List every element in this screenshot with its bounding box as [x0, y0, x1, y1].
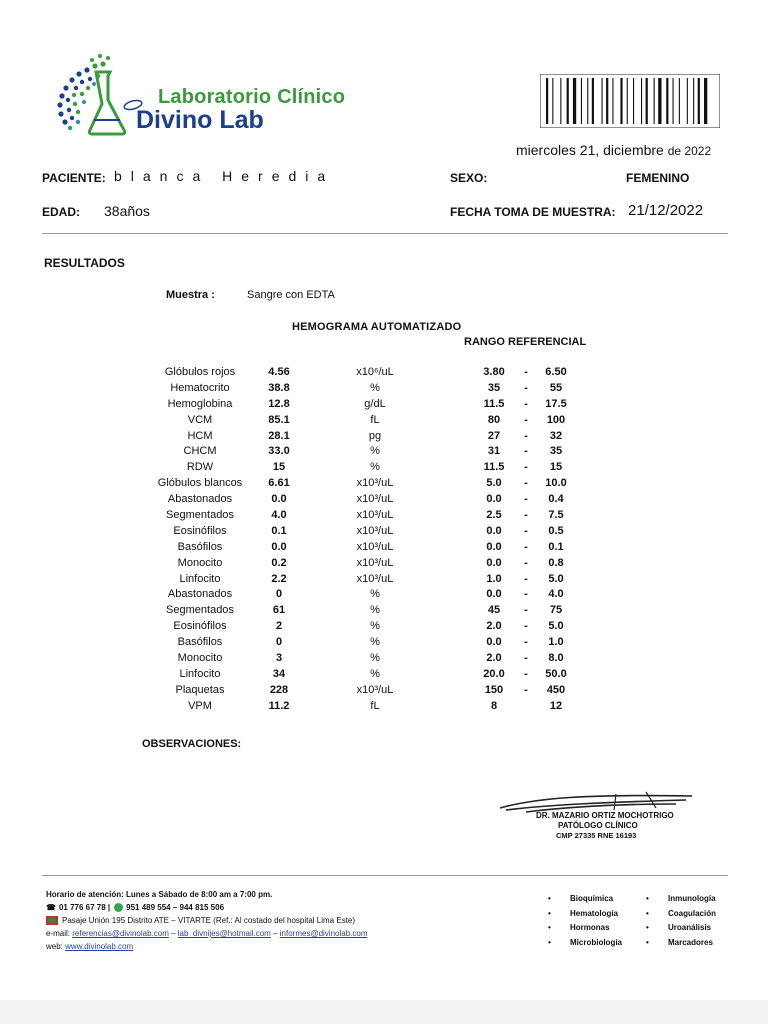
signature-title: PATÓLOGO CLÍNICO — [558, 821, 638, 830]
email-link-informes[interactable]: informes@divinolab.com — [279, 929, 368, 938]
range-min: 2.0 — [486, 620, 502, 633]
range-dash: - — [524, 540, 528, 553]
range-max: 8.0 — [548, 652, 564, 665]
range-max: 0.1 — [548, 540, 564, 553]
range-max: 50.0 — [545, 667, 567, 680]
footer-phone2: 951 489 554 – 944 815 506 — [126, 903, 225, 912]
range-min: 5.0 — [486, 477, 502, 490]
result-name: Segmentados — [166, 604, 234, 617]
result-value: 0.1 — [271, 524, 287, 537]
barcode-icon — [540, 74, 720, 128]
range-max: 7.5 — [548, 509, 564, 522]
range-max: 0.8 — [548, 556, 564, 569]
result-unit: x10³/uL — [356, 524, 394, 537]
range-dash: - — [524, 429, 528, 442]
sample-value: Sangre con EDTA — [247, 289, 335, 301]
result-row — [0, 509, 768, 525]
result-value: 34 — [272, 667, 286, 680]
footer-address-text: Pasaje Unión 195 Distrito ATE – VITARTE (Ref.: Al costado del hospital Lima Este) — [62, 916, 356, 925]
web-label: web: — [46, 942, 63, 951]
range-min: 2.5 — [486, 509, 502, 522]
service-item: • Marcadores — [646, 936, 716, 951]
result-row — [0, 604, 768, 620]
result-name: Segmentados — [166, 509, 234, 522]
footer-phone1: 01 776 67 78 | — [58, 903, 111, 912]
result-value: 2.2 — [271, 572, 287, 585]
range-dash: - — [524, 588, 528, 601]
range-dash: - — [524, 366, 528, 378]
result-name: HCM — [187, 429, 213, 442]
result-name: Abastonados — [167, 493, 233, 506]
result-row — [0, 382, 768, 398]
patient-label: PACIENTE: — [42, 171, 106, 185]
result-unit: % — [370, 636, 380, 649]
result-name: VCM — [187, 413, 213, 426]
result-value: 4.0 — [271, 509, 287, 522]
result-value: 61 — [272, 604, 286, 617]
range-min: 8 — [490, 699, 498, 712]
sample-date-label: FECHA TOMA DE MUESTRA: — [450, 205, 616, 219]
result-row — [0, 541, 768, 557]
range-min: 0.0 — [486, 524, 502, 537]
result-unit: % — [370, 620, 380, 633]
result-name: Eosinófilos — [173, 620, 227, 633]
results-table — [0, 366, 768, 716]
range-dash: - — [524, 381, 528, 394]
email-link-referencias[interactable]: referencias@divinolab.com — [72, 929, 169, 938]
result-unit: x10³/uL — [356, 477, 394, 490]
range-max: 1.0 — [548, 636, 564, 649]
result-row — [0, 668, 768, 684]
footer-divider — [42, 875, 728, 876]
range-max: 4.0 — [548, 588, 564, 601]
range-min: 80 — [487, 413, 501, 426]
result-row — [0, 430, 768, 446]
range-max: 12 — [549, 699, 563, 712]
result-name: Hemoglobina — [167, 397, 233, 410]
results-section-title: RESULTADOS — [44, 256, 125, 270]
result-unit: % — [370, 588, 380, 601]
result-value: 0.2 — [271, 556, 287, 569]
email-link-hotmail[interactable]: lab_divnijes@hotmail.com — [177, 929, 271, 938]
signature-name: DR. MAZARIO ORTIZ MOCHOTRIGO — [536, 811, 674, 820]
range-dash: - — [524, 509, 528, 522]
result-value: 0 — [275, 588, 283, 601]
range-max: 5.0 — [548, 572, 564, 585]
result-value: 2 — [275, 620, 283, 633]
result-value: 4.56 — [268, 366, 290, 378]
result-name: Monocito — [177, 652, 223, 665]
range-min: 1.0 — [486, 572, 502, 585]
whatsapp-icon — [114, 903, 123, 912]
result-value: 33.0 — [268, 445, 290, 458]
range-dash: - — [524, 524, 528, 537]
footer-address — [46, 916, 355, 925]
header-divider — [42, 233, 728, 234]
result-name: Monocito — [177, 556, 223, 569]
sex-label: SEXO: — [450, 171, 488, 185]
result-row — [0, 636, 768, 652]
observations-label: OBSERVACIONES: — [142, 738, 242, 750]
reference-range-title: RANGO REFERENCIAL — [464, 336, 587, 348]
result-unit: x10³/uL — [356, 683, 394, 696]
result-unit: % — [370, 667, 380, 680]
patient-name: blanca Heredia — [114, 168, 335, 184]
report-date — [516, 142, 711, 158]
email-separator-1: – — [171, 929, 176, 938]
sex-value: FEMENINO — [626, 171, 690, 185]
hemogram-title: HEMOGRAMA AUTOMATIZADO — [292, 321, 462, 333]
result-row — [0, 414, 768, 430]
range-min: 0.0 — [486, 540, 502, 553]
range-dash: - — [524, 683, 528, 696]
result-value: 0.0 — [271, 493, 287, 506]
result-row — [0, 620, 768, 636]
result-row — [0, 652, 768, 668]
result-name: Glóbulos blancos — [157, 477, 243, 490]
sample-date-value: 21/12/2022 — [628, 202, 704, 219]
result-row — [0, 398, 768, 414]
range-min: 0.0 — [486, 636, 502, 649]
age-label: EDAD: — [42, 205, 80, 219]
result-name: VPM — [188, 699, 212, 712]
footer-phones — [46, 903, 224, 912]
result-row — [0, 477, 768, 493]
result-unit: g/dL — [364, 397, 386, 410]
result-name: Plaquetas — [175, 683, 225, 696]
range-max: 5.0 — [548, 620, 564, 633]
service-item: • Hematología — [548, 907, 622, 922]
range-max: 0.5 — [548, 524, 564, 537]
service-item: • Inmunología — [646, 892, 716, 907]
result-row — [0, 525, 768, 541]
result-unit: fL — [370, 699, 380, 712]
range-max: 450 — [546, 683, 566, 696]
result-unit: pg — [368, 429, 382, 442]
range-min: 2.0 — [486, 652, 502, 665]
signature-cmp: CMP 27335 RNE 16193 — [556, 831, 637, 840]
result-name: Basófilos — [177, 540, 223, 553]
result-unit: x10³/uL — [356, 572, 394, 585]
range-dash: - — [524, 493, 528, 506]
result-unit: % — [370, 604, 380, 617]
range-dash: - — [524, 477, 528, 490]
result-row — [0, 588, 768, 604]
result-name: RDW — [186, 461, 214, 474]
result-value: 12.8 — [268, 397, 290, 410]
service-item: • Bioquímica — [548, 892, 622, 907]
result-row — [0, 573, 768, 589]
result-value: 3 — [275, 652, 283, 665]
range-min: 35 — [487, 381, 501, 394]
lab-name-line1: Laboratorio Clínico — [158, 86, 346, 108]
report-date-main: miercoles 21, diciembre — [516, 142, 664, 158]
services-list-2 — [646, 892, 716, 950]
result-name: Abastonados — [167, 588, 233, 601]
result-unit: fL — [370, 413, 380, 426]
range-dash: - — [524, 413, 528, 426]
range-min: 0.0 — [486, 556, 502, 569]
range-min: 11.5 — [483, 397, 505, 410]
range-max: 17.5 — [545, 397, 567, 410]
result-name: Linfocito — [179, 667, 221, 680]
result-row — [0, 493, 768, 509]
range-min: 150 — [484, 683, 504, 696]
result-unit: x10³/uL — [356, 493, 394, 506]
range-min: 11.5 — [483, 461, 505, 474]
range-min: 31 — [487, 445, 501, 458]
range-min: 0.0 — [486, 588, 502, 601]
range-min: 3.80 — [483, 366, 505, 378]
report-date-year: de 2022 — [667, 144, 712, 158]
range-max: 10.0 — [545, 477, 567, 490]
range-max: 75 — [549, 604, 563, 617]
result-unit: x10⁶/uL — [356, 366, 394, 378]
web-link[interactable]: www.divinolab.com — [65, 942, 134, 951]
range-max: 0.4 — [548, 493, 564, 506]
range-dash: - — [524, 556, 528, 569]
range-max: 35 — [549, 445, 563, 458]
range-dash: - — [524, 652, 528, 665]
email-label: e-mail: — [46, 929, 71, 938]
range-dash: - — [524, 667, 528, 680]
age-value: 38años — [104, 203, 150, 219]
result-value: 15 — [272, 461, 286, 474]
range-dash: - — [524, 445, 528, 458]
service-item: • Coagulación — [646, 907, 716, 922]
range-max: 15 — [549, 461, 563, 474]
footer-emails — [46, 929, 367, 938]
result-value: 228 — [269, 683, 289, 696]
result-value: 11.2 — [268, 699, 290, 712]
footer-web — [46, 942, 133, 951]
result-value: 38.8 — [268, 381, 290, 394]
range-max: 55 — [549, 381, 563, 394]
result-name: CHCM — [183, 445, 217, 458]
range-dash: - — [524, 397, 528, 410]
result-row — [0, 461, 768, 477]
sample-label: Muestra : — [166, 289, 215, 301]
result-unit: % — [370, 461, 380, 474]
result-row — [0, 700, 768, 716]
phone-icon: ☎ — [46, 903, 56, 913]
result-unit: % — [370, 381, 380, 394]
result-row — [0, 684, 768, 700]
result-value: 6.61 — [268, 477, 290, 490]
result-value: 0 — [275, 636, 283, 649]
result-unit: x10³/uL — [356, 540, 394, 553]
range-min: 0.0 — [486, 493, 502, 506]
email-separator-2: – — [273, 929, 278, 938]
lab-logo-icon — [48, 50, 138, 140]
result-name: Hematocrito — [170, 381, 230, 394]
range-min: 20.0 — [483, 667, 505, 680]
result-row — [0, 366, 768, 382]
result-name: Basófilos — [177, 636, 223, 649]
result-unit: % — [370, 652, 380, 665]
range-dash: - — [524, 636, 528, 649]
service-item: • Uroanálisis — [646, 921, 716, 936]
service-item: • Microbiología — [548, 936, 622, 951]
service-item: • Hormonas — [548, 921, 622, 936]
location-icon — [46, 916, 58, 925]
services-list-1 — [548, 892, 622, 950]
lab-name-line2: Divino Lab — [136, 106, 264, 134]
range-max: 32 — [549, 429, 563, 442]
range-dash: - — [524, 604, 528, 617]
result-unit: x10³/uL — [356, 556, 394, 569]
result-row — [0, 557, 768, 573]
result-value: 0.0 — [271, 540, 287, 553]
range-dash: - — [524, 620, 528, 633]
result-name: Linfocito — [179, 572, 221, 585]
range-min: 27 — [487, 429, 501, 442]
result-unit: % — [370, 445, 380, 458]
result-unit: x10³/uL — [356, 509, 394, 522]
range-dash: - — [524, 572, 528, 585]
footer-hours: Horario de atención: Lunes a Sábado de 8:00 am a 7:00 pm. — [46, 890, 273, 899]
range-max: 6.50 — [545, 366, 567, 378]
result-name: Eosinófilos — [173, 524, 227, 537]
range-min: 45 — [487, 604, 501, 617]
range-dash: - — [524, 461, 528, 474]
range-max: 100 — [546, 413, 566, 426]
result-row — [0, 445, 768, 461]
result-value: 85.1 — [268, 413, 290, 426]
result-name: Glóbulos rojos — [164, 366, 236, 378]
result-value: 28.1 — [268, 429, 290, 442]
